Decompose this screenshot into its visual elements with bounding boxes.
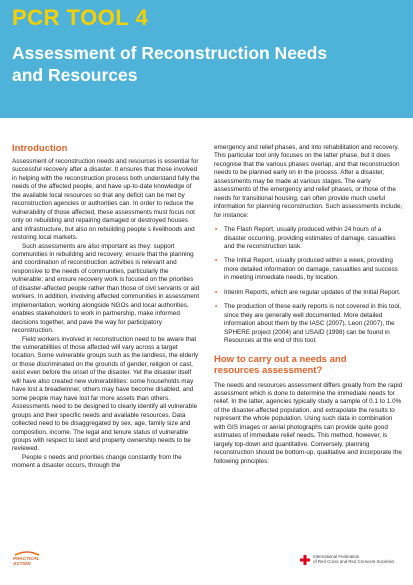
intro-paragraph-2: Such assessments are also important as they: support communities in rebuilding and recovery; ensure that the planning and coordination of reconstruction activities is relevant and responsive to the needs of communities, particularly the vulnerable; and ensure recovery work is focused on the priorities of disaster-affected people rather than those of civil servants or aid workers. In addition, involving affected communities in assessment implementation, working alongside NGOs and local authorities, enables stakeholders to work in partnership, make informed decisions together, and pave the way for participatory reconstruction. [12,242,200,335]
section-paragraph: The needs and resources assessment differs greatly from the rapid assessment which is done to determine the immediate needs for relief. In the latter, agencies typically study a sample of 0.1 to 1.0% of the disaster-affected population, and extrapolate the results to represent the whole population. Using such data in combination with GIS images or aerial photographs can provide quite good estimates of immediate relief needs. This method, however, is largely top-down and quantitative. Conversely, planning reconstruction should be bottom-up, qualitative and incorporate the following principles: [214,381,403,465]
introduction-heading: Introduction [12,143,68,154]
tool-label: PCR TOOL 4 [12,5,149,30]
list-item-text: The production of these early reports is not covered in this tool, since they are generally well documented. More detailed information about them by the IASC (2007), Leon (2007), the SPHERE project (2004) and USAID (1998) can be found in Resources at the end of this tool. [224,303,402,345]
right-column [214,144,404,466]
page-title-line-2: and Resources [12,65,138,85]
header-banner [0,0,413,118]
page-title-line-1: Assessment of Reconstruction Needs [12,43,328,63]
intro-paragraph-1: Assessment of reconstruction needs and resources is essential for successful recovery after a disaster. It ensures that those involved in helping with the reconstruction process both understand fully the needs of the affected people, and have up-to-date knowledge of the available local resources so that any deficit can be met by reconstruction agencies or authorities can. In order to reduce the vulnerability of those affected, these assessments must focus not only on rebuilding and repairing damaged or destroyed houses and infrastructure, but also on rebuilding people s livelihoods and restoring local markets. [12,158,200,242]
report-list [214,226,404,345]
logo-text-line-1: PRACTICAL [13,556,40,561]
practical-action-logo-text [13,556,40,566]
intro-paragraph-4: People s needs and priorities change constantly from the moment a disaster occurs, through the [12,453,182,470]
list-item [214,257,404,282]
logo-text-line-2: ACTION [13,561,31,566]
page-title [12,42,402,86]
list-item-text: The Flash Report, usually produced within 24 hours of a disaster occurring, providing estimates of damage, casualties and the reconstruction task. [224,226,396,250]
bullet-icon: • [215,226,218,234]
ifrc-logo-text [313,554,408,565]
list-item-text: The Initial Report, usually produced within a week, providing more detailed information on damage, casualties and success in meeting immediate needs, by location. [224,257,398,282]
section-how-to [214,354,404,467]
list-item-text: Interim Reports, which are regular updates of the Initial Report. [224,288,401,296]
red-cross-icon [300,555,310,565]
intro-paragraph-3: Field workers involved in reconstruction need to be aware that the vulnerabilities of those affected will vary across a target location. Some vulnerable groups such as the landless, the elderly or those discriminated on the grounds of gender, religion or cast, exist even before the onset of the disaster. Yet the disaster itself will have also created new vulnerabilities: some households may have lost a breadwinner, others may have become disabled, and some people may have lost far more assets than others. Assessments need to be designed to clearly identify all vulnerable groups and their specific needs and available resources. Data collected need to be disaggregated by sex, age, family size and composition, income. The legal and tenure status of vulnerable groups with respect to land and property ownership needs to be reviewed. [12,335,199,453]
bullet-icon: • [215,288,218,296]
section-heading [214,354,404,376]
left-column [12,143,200,471]
bullet-icon: • [215,257,218,265]
section-heading-line-2: resources assessment? [214,364,323,376]
ifrc-text-line-1: International Federation [313,554,360,559]
bullet-icon: • [215,303,218,311]
list-item [214,289,404,297]
ifrc-text-line-2: of Red Cross and Red Crescent Societies [313,559,395,565]
list-item [214,226,404,251]
right-paragraph-1: emergency and relief phases, and into rehabilitation and recovery. This particular tool only focuses on the latter phase, but it does recognise that the various phases overlap, and that reconstruction needs to be planned early on in the process. After a disaster, assessments may be made at various stages. The early assessments of the emergency and relief phases, or those of the needs for transitional housing, can often provide much useful information for planning reconstruction. Such assessments include, for instance: [214,144,403,219]
section-heading-line-1: How to carry out a needs and [214,353,347,365]
list-item [214,303,404,345]
